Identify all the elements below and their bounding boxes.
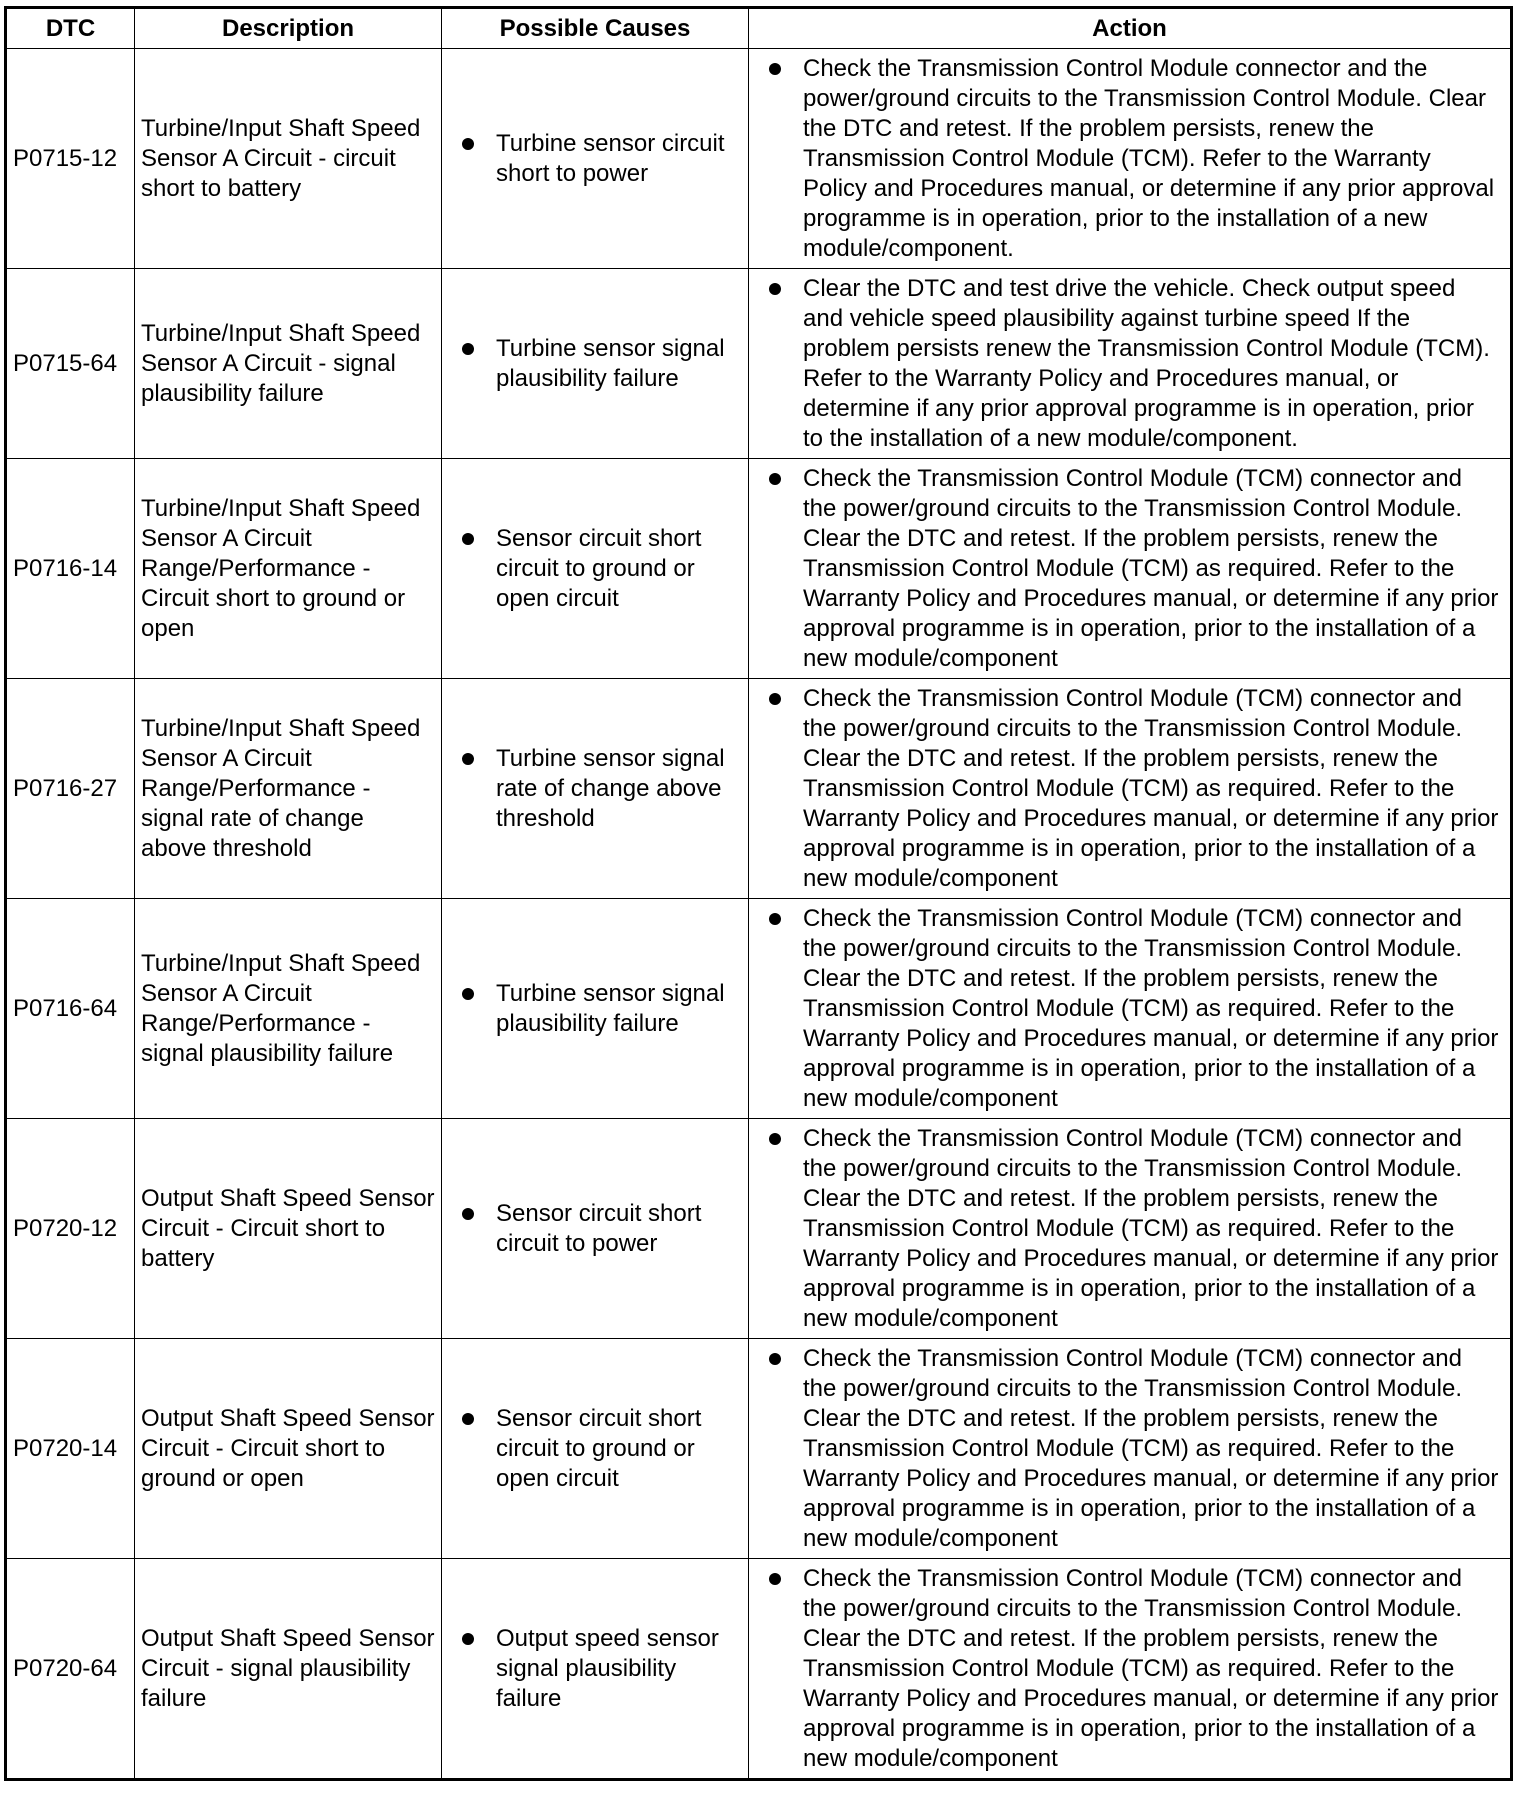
dtc-code: P0715-12 (6, 49, 135, 269)
action-text: Check the Transmission Control Module (TCM) connector and the power/ground circuits to the Transmission Control Module. Clear the DTC and retest. If the problem persists, renew the Transmission Control Module (TCM) as required. Refer to the Warranty Policy and Procedures manual, or determine if any prior approval programme is in operation, prior to the installation of a new module/component (803, 464, 1499, 672)
bullet-icon (769, 473, 781, 485)
action-text: Clear the DTC and test drive the vehicle. Check output speed and vehicle speed plausibility against turbine speed If the problem persists renew the Transmission Control Module (TCM). Refer to the Warranty Policy and Procedures manual, or determine if any prior approval programme is in operation, prior to the installation of a new module/component. (803, 274, 1490, 452)
dtc-code: P0715-64 (6, 269, 135, 459)
action-cell (749, 459, 1512, 679)
possible-cause: Sensor circuit short circuit to power (496, 1199, 702, 1257)
possible-cause: Turbine sensor signal rate of change above threshold (496, 744, 725, 832)
table-row (6, 899, 1512, 1119)
possible-cause-cell (442, 1339, 749, 1559)
possible-cause-cell (442, 269, 749, 459)
possible-cause-cell (442, 459, 749, 679)
possible-cause-cell (442, 1119, 749, 1339)
table-row (6, 459, 1512, 679)
action-cell (749, 1339, 1512, 1559)
possible-cause: Output speed sensor signal plausibility failure (496, 1624, 719, 1712)
action-text: Check the Transmission Control Module (TCM) connector and the power/ground circuits to the Transmission Control Module. Clear the DTC and retest. If the problem persists, renew the Transmission Control Module (TCM) as required. Refer to the Warranty Policy and Procedures manual, or determine if any prior approval programme is in operation, prior to the installation of a new module/component (803, 1124, 1499, 1332)
dtc-description: Output Shaft Speed Sensor Circuit - Circuit short to ground or open (135, 1339, 442, 1559)
action-cell (749, 899, 1512, 1119)
action-cell (749, 1559, 1512, 1780)
possible-cause-cell (442, 49, 749, 269)
bullet-icon (462, 1633, 474, 1645)
table-row (6, 679, 1512, 899)
bullet-icon (769, 1133, 781, 1145)
dtc-description: Turbine/Input Shaft Speed Sensor A Circuit Range/Performance - signal plausibility failure (135, 899, 442, 1119)
possible-cause-cell (442, 899, 749, 1119)
bullet-icon (769, 913, 781, 925)
possible-cause: Turbine sensor signal plausibility failure (496, 334, 725, 392)
bullet-icon (462, 343, 474, 355)
bullet-icon (462, 1413, 474, 1425)
dtc-description: Turbine/Input Shaft Speed Sensor A Circuit Range/Performance - Circuit short to ground or open (135, 459, 442, 679)
table-row (6, 49, 1512, 269)
dtc-code: P0716-27 (6, 679, 135, 899)
dtc-code: P0720-12 (6, 1119, 135, 1339)
dtc-description: Turbine/Input Shaft Speed Sensor A Circuit - signal plausibility failure (135, 269, 442, 459)
possible-cause: Sensor circuit short circuit to ground or open circuit (496, 1404, 702, 1492)
dtc-code: P0716-64 (6, 899, 135, 1119)
action-cell (749, 49, 1512, 269)
table-header-row (6, 8, 1512, 49)
table-row (6, 1339, 1512, 1559)
possible-cause-cell (442, 679, 749, 899)
dtc-description: Output Shaft Speed Sensor Circuit - Circuit short to battery (135, 1119, 442, 1339)
action-cell (749, 679, 1512, 899)
bullet-icon (769, 1573, 781, 1585)
possible-cause: Turbine sensor circuit short to power (496, 129, 725, 187)
header-description: Description (135, 8, 442, 49)
dtc-description: Turbine/Input Shaft Speed Sensor A Circuit Range/Performance - signal rate of change above threshold (135, 679, 442, 899)
dtc-code: P0720-14 (6, 1339, 135, 1559)
header-dtc: DTC (6, 8, 135, 49)
action-text: Check the Transmission Control Module (TCM) connector and the power/ground circuits to the Transmission Control Module. Clear the DTC and retest. If the problem persists, renew the Transmission Control Module (TCM) as required. Refer to the Warranty Policy and Procedures manual, or determine if any prior approval programme is in operation, prior to the installation of a new module/component (803, 1344, 1499, 1552)
action-cell (749, 269, 1512, 459)
action-text: Check the Transmission Control Module (TCM) connector and the power/ground circuits to the Transmission Control Module. Clear the DTC and retest. If the problem persists, renew the Transmission Control Module (TCM) as required. Refer to the Warranty Policy and Procedures manual, or determine if any prior approval programme is in operation, prior to the installation of a new module/component (803, 684, 1499, 892)
dtc-description: Turbine/Input Shaft Speed Sensor A Circuit - circuit short to battery (135, 49, 442, 269)
header-action: Action (749, 8, 1512, 49)
bullet-icon (769, 63, 781, 75)
possible-cause: Turbine sensor signal plausibility failure (496, 979, 725, 1037)
dtc-code: P0720-64 (6, 1559, 135, 1780)
bullet-icon (462, 1208, 474, 1220)
dtc-table (4, 6, 1513, 1781)
dtc-description: Output Shaft Speed Sensor Circuit - signal plausibility failure (135, 1559, 442, 1780)
action-text: Check the Transmission Control Module (TCM) connector and the power/ground circuits to the Transmission Control Module. Clear the DTC and retest. If the problem persists, renew the Transmission Control Module (TCM) as required. Refer to the Warranty Policy and Procedures manual, or determine if any prior approval programme is in operation, prior to the installation of a new module/component (803, 1564, 1499, 1772)
table-row (6, 1119, 1512, 1339)
dtc-code: P0716-14 (6, 459, 135, 679)
bullet-icon (462, 753, 474, 765)
header-possible-causes: Possible Causes (442, 8, 749, 49)
possible-cause: Sensor circuit short circuit to ground or open circuit (496, 524, 702, 612)
bullet-icon (769, 1353, 781, 1365)
bullet-icon (769, 283, 781, 295)
action-text: Check the Transmission Control Module connector and the power/ground circuits to the Transmission Control Module. Clear the DTC and retest. If the problem persists, renew the Transmission Control Module (TCM). Refer to the Warranty Policy and Procedures manual, or determine if any prior approval programme is in operation, prior to the installation of a new module/component. (803, 54, 1495, 262)
bullet-icon (462, 533, 474, 545)
action-text: Check the Transmission Control Module (TCM) connector and the power/ground circuits to the Transmission Control Module. Clear the DTC and retest. If the problem persists, renew the Transmission Control Module (TCM) as required. Refer to the Warranty Policy and Procedures manual, or determine if any prior approval programme is in operation, prior to the installation of a new module/component (803, 904, 1499, 1112)
bullet-icon (769, 693, 781, 705)
table-row (6, 1559, 1512, 1780)
bullet-icon (462, 988, 474, 1000)
table-row (6, 269, 1512, 459)
possible-cause-cell (442, 1559, 749, 1780)
bullet-icon (462, 138, 474, 150)
action-cell (749, 1119, 1512, 1339)
